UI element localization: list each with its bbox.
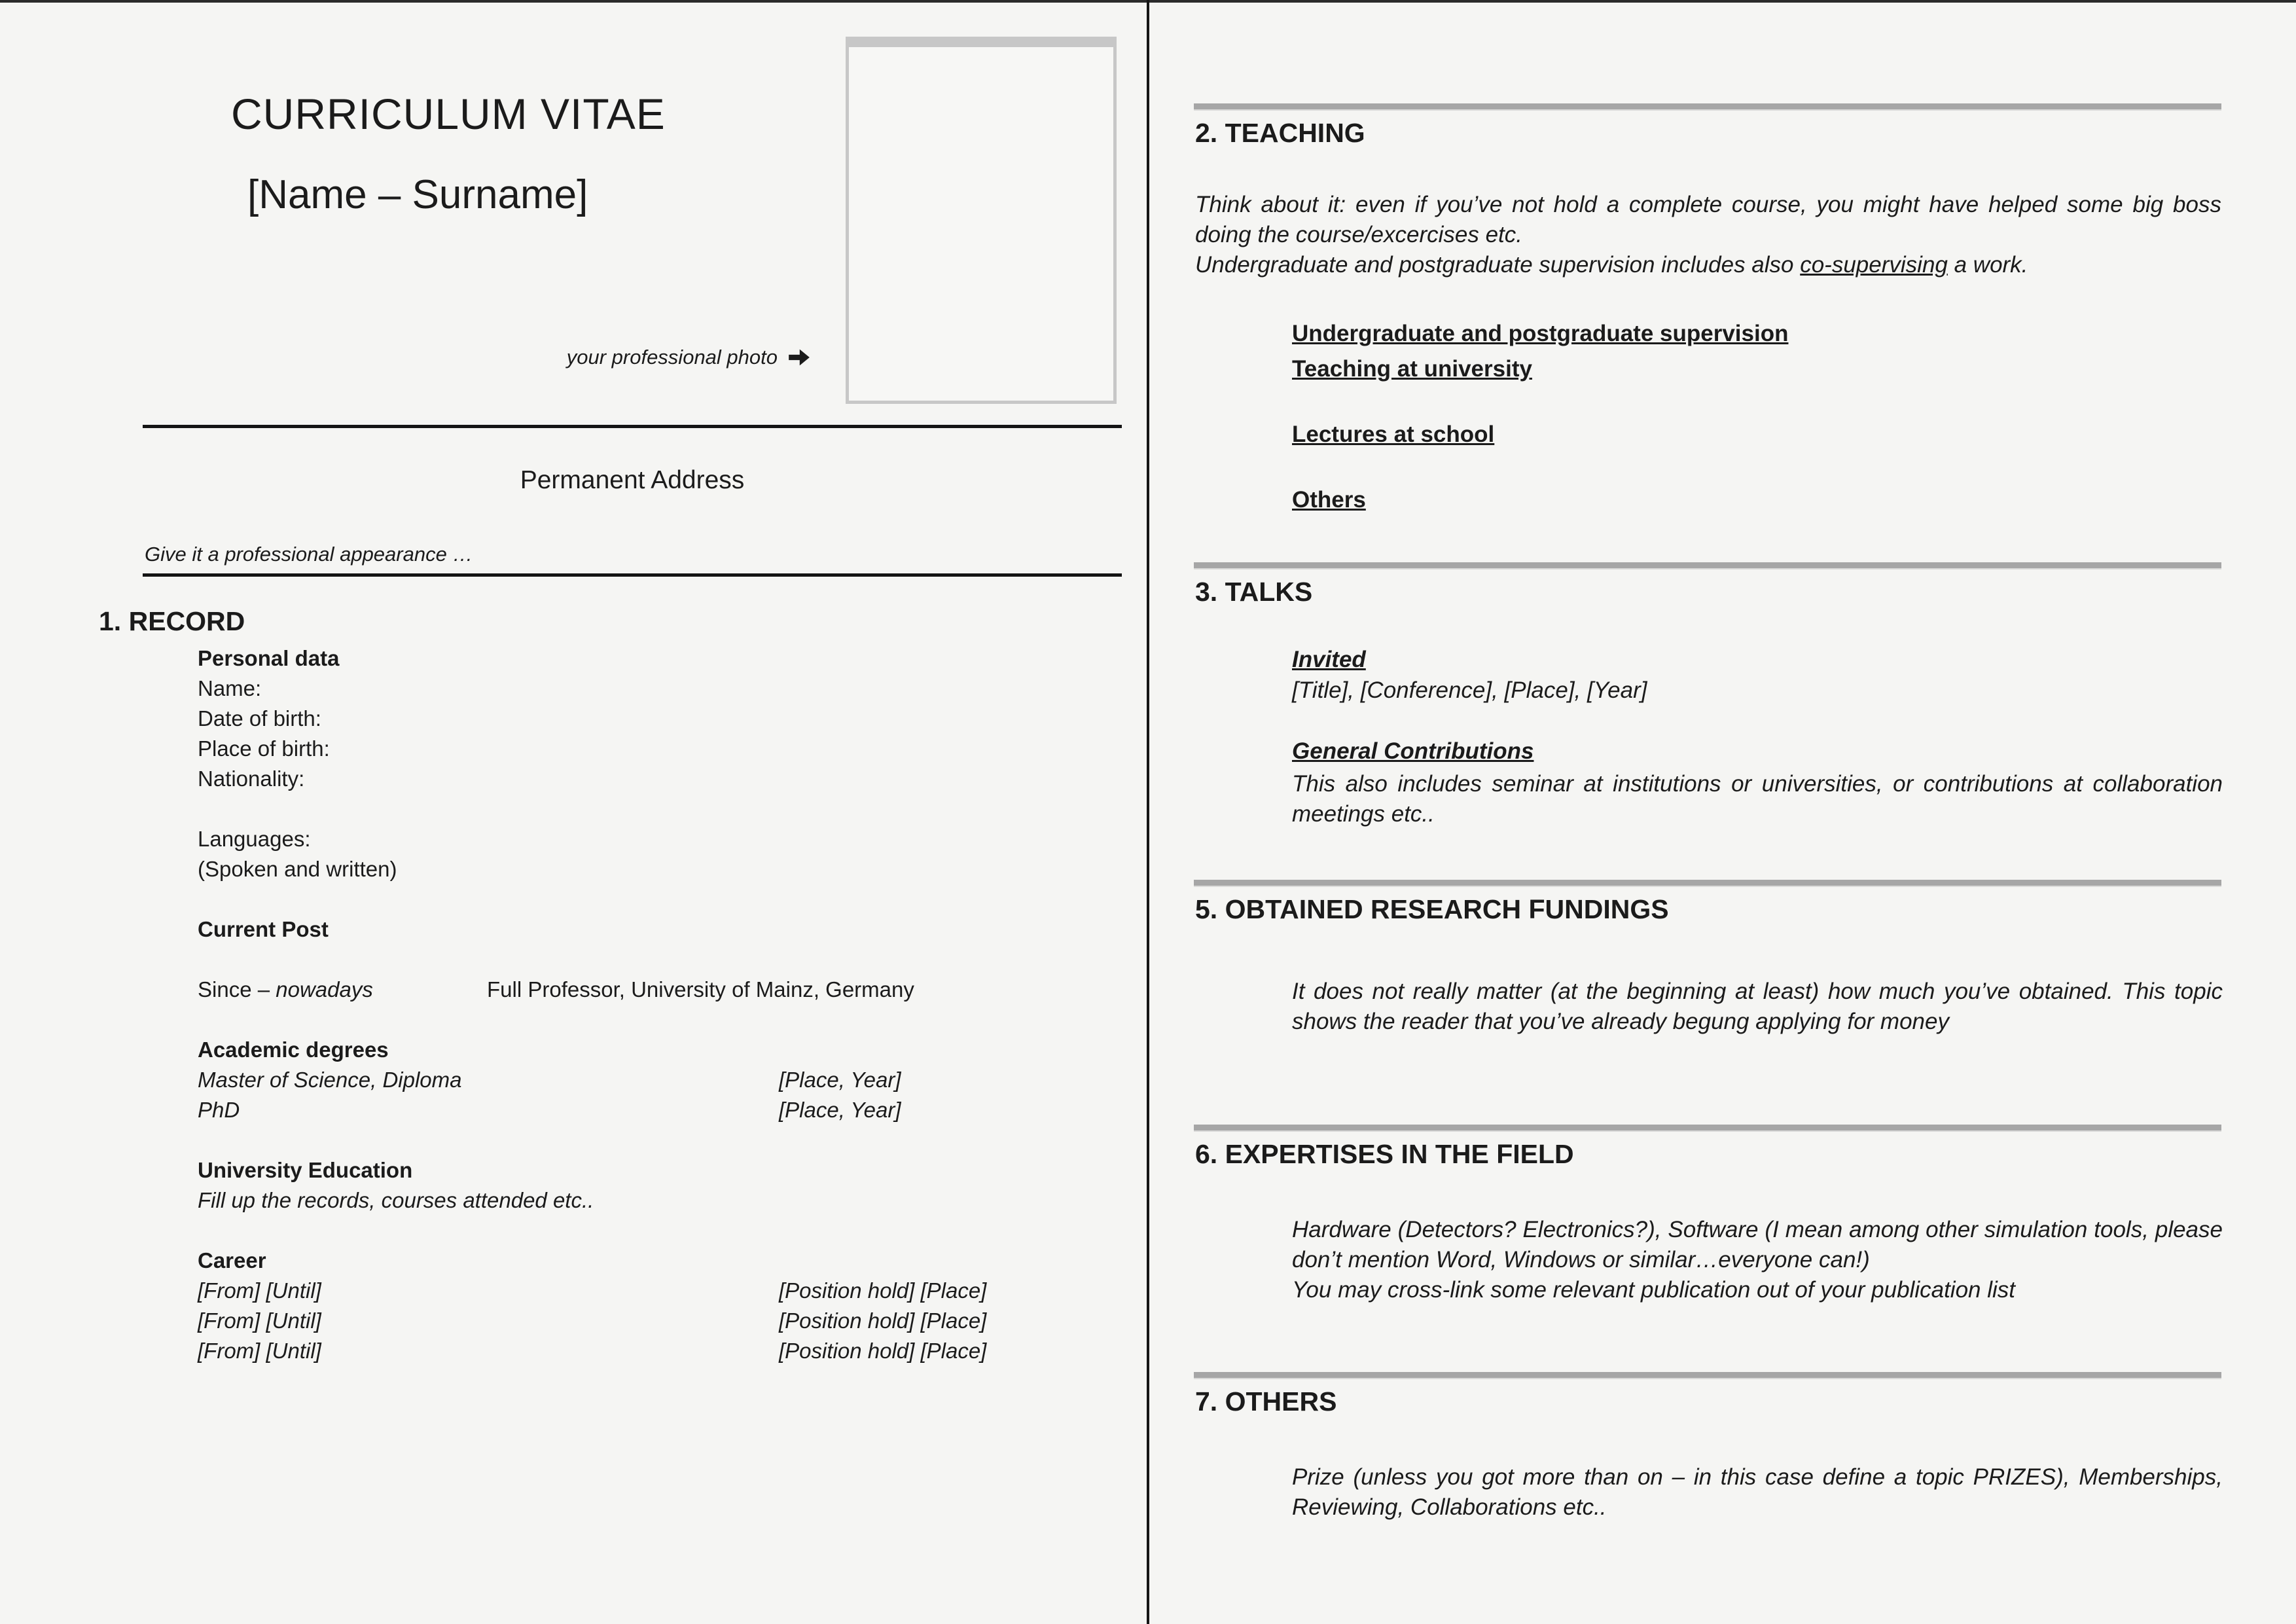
link-row [1292, 318, 1788, 353]
right-arrow-icon [787, 347, 812, 368]
invited-talks-heading: Invited [1292, 647, 1366, 672]
spacer [198, 1216, 1127, 1246]
address-heading: Permanent Address [520, 466, 745, 494]
degrees-heading: Academic degrees [198, 1038, 389, 1062]
general-contributions-heading: General Contributions [1292, 738, 1534, 764]
degree-place: [Place, Year] [779, 1098, 901, 1122]
link-row [1292, 419, 1788, 454]
current-post-row [198, 975, 1127, 1005]
page-title: CURRICULUM VITAE [231, 90, 666, 138]
fundings-note: It does not really matter (at the beginning at least) how much you’ve obtained. This topic shows the reader that you’ve already begung applying for money [1292, 979, 2223, 1034]
co-supervising-emphasis: co-supervising [1800, 252, 1948, 278]
horizontal-rule [143, 425, 1122, 428]
link-others[interactable]: Others [1292, 487, 1366, 513]
career-position: [Position hold] [Place] [779, 1278, 987, 1303]
degree-title: Master of Science, Diploma [198, 1068, 462, 1092]
career-heading: Career [198, 1248, 266, 1272]
current-post-value: Full Professor, University of Mainz, Germany [487, 977, 914, 1001]
section-heading-teaching: 2. TEACHING [1195, 118, 1365, 148]
field-label-name: Name: [198, 676, 262, 700]
since-label: Since – nowadays [198, 977, 373, 1001]
career-period: [From] [Until] [198, 1339, 321, 1363]
teaching-links-list [1292, 318, 1788, 520]
personal-data-heading: Personal data [198, 646, 340, 670]
career-position: [Position hold] [Place] [779, 1308, 987, 1333]
spacer [198, 794, 1127, 824]
link-row [1292, 353, 1788, 389]
photo-hint-label: your professional photo [566, 346, 778, 369]
section-heading-others: 7. OTHERS [1195, 1386, 1337, 1416]
spacer [198, 884, 1127, 914]
section-divider-bar [1194, 880, 2221, 887]
photo-hint [353, 346, 812, 369]
photo-placeholder-box [846, 37, 1117, 404]
link-teaching-at-university[interactable]: Teaching at university [1292, 356, 1532, 382]
career-row [198, 1336, 1127, 1366]
field-label-date-of-birth: Date of birth: [198, 706, 321, 731]
expertises-note: Hardware (Detectors? Electronics?), Software (I mean among other simulation tools, please don’t mention Word, Windows or similar…everyone can!) You may cross-link some relevant publication out of your publication list [1292, 1217, 2223, 1303]
field-label-nationality: Nationality: [198, 767, 305, 791]
spacer [198, 945, 1127, 975]
career-row [198, 1306, 1127, 1336]
education-heading: University Education [198, 1158, 413, 1182]
spacer [198, 1125, 1127, 1155]
career-position: [Position hold] [Place] [779, 1339, 987, 1363]
section-divider-bar [1194, 1125, 2221, 1132]
link-undergraduate-postgraduate-supervision[interactable]: Undergraduate and postgraduate supervision [1292, 321, 1789, 346]
degree-row [198, 1095, 1127, 1125]
teaching-paragraph: Undergraduate and postgraduate supervision includes also co-supervising a work. [1195, 252, 2028, 278]
teaching-intro [1195, 190, 2221, 280]
column-divider [1147, 0, 1149, 1624]
section-divider-bar [1194, 1372, 2221, 1379]
languages-note: (Spoken and written) [198, 857, 397, 881]
right-column [1194, 0, 2221, 1624]
degree-row [198, 1065, 1127, 1095]
section-heading-fundings: 5. OBTAINED RESEARCH FUNDINGS [1195, 894, 1669, 924]
section-divider-bar [1194, 103, 2221, 111]
career-period: [From] [Until] [198, 1308, 321, 1333]
appearance-hint: Give it a professional appearance … [145, 543, 473, 566]
spacer [198, 1005, 1127, 1035]
career-period: [From] [Until] [198, 1278, 321, 1303]
teaching-paragraph: Think about it: even if you’ve not hold a complete course, you might have helped some big boss doing the course/excercises etc. [1195, 192, 2221, 247]
degree-title: PhD [198, 1098, 240, 1122]
career-row [198, 1276, 1127, 1306]
name-placeholder: [Name – Surname] [247, 172, 588, 217]
current-post-heading: Current Post [198, 917, 329, 941]
general-contributions-note: This also includes seminar at institutions or universities, or contributions at collaboration meetings etc.. [1292, 771, 2223, 827]
others-note: Prize (unless you got more than on – in this case define a topic PRIZES), Memberships, Reviewing, Collaborations etc.. [1292, 1464, 2223, 1520]
link-row [1292, 484, 1788, 520]
section-heading-talks: 3. TALKS [1195, 577, 1313, 607]
link-lectures-at-school[interactable]: Lectures at school [1292, 422, 1495, 447]
education-hint: Fill up the records, courses attended etc.. [198, 1188, 594, 1212]
section-heading-expertises: 6. EXPERTISES IN THE FIELD [1195, 1139, 1574, 1169]
languages-label: Languages: [198, 827, 311, 851]
horizontal-rule [143, 573, 1122, 577]
section-heading-record: 1. RECORD [99, 606, 245, 636]
invited-talk-format: [Title], [Conference], [Place], [Year] [1292, 677, 1647, 703]
field-label-place-of-birth: Place of birth: [198, 736, 330, 761]
record-section-body [198, 643, 1127, 1366]
section-divider-bar [1194, 562, 2221, 569]
degree-place: [Place, Year] [779, 1068, 901, 1092]
